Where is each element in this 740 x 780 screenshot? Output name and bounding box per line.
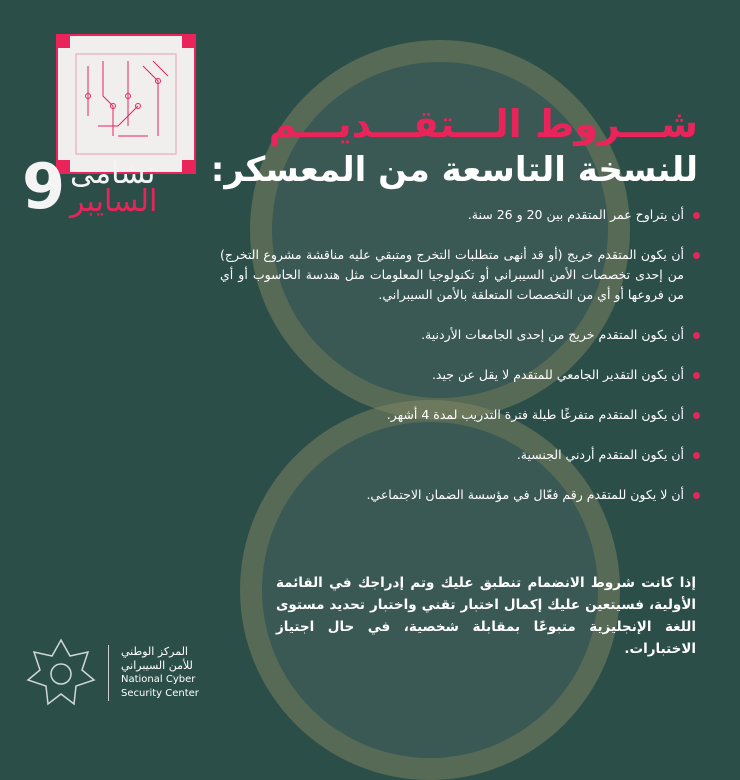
ncsc-name-ar: للأمن السيبراني: [121, 659, 193, 672]
page-title: شـــروط الـــتقـــديـــم: [268, 102, 698, 146]
list-item: أن يتراوح عمر المتقدم بين 20 و 26 سنة.: [220, 205, 700, 225]
ncsc-name-ar: المركز الوطني: [121, 645, 188, 658]
note-paragraph: إذا كانت شروط الانضمام تنطبق عليك وتم إدراجك في القائمة الأولية، فسيتعين عليك إكمال اختبار تقني واختبار تحديد مستوى اللغة الإنجليزية متبوعًا بمقابلة شخصية، في حال اجتياز الاختبارات.: [276, 575, 696, 657]
ncsc-logo: [26, 638, 199, 708]
conditions-list: [220, 205, 700, 525]
ncsc-name-en: Security Center: [121, 688, 199, 699]
list-item: أن لا يكون للمتقدم رقم فعّال في مؤسسة الضمان الاجتماعي.: [220, 485, 700, 505]
divider: [108, 645, 109, 701]
page-subtitle: للنسخة التاسعة من المعسكر:: [210, 150, 698, 190]
list-item: أن يكون المتقدم خريج من إحدى الجامعات الأردنية.: [220, 325, 700, 345]
cyber-nashama-brand: 9 نشامى السايبر: [22, 150, 158, 223]
ncsc-name-en: National Cyber: [121, 674, 196, 685]
list-item: أن يكون المتقدم أردني الجنسية.: [220, 445, 700, 465]
list-item: أن يكون المتقدم خريج (أو قد أنهى متطلبات التخرج ومتبقي عليه مناقشة مشروع التخرج) من إحدى تخصصات الأمن السيبراني أو تكنولوجيا المعلومات مثل هندسة الحاسوب أو أي من فروعها أو أي من التخصصات المتعلقة بالأمن السيبراني.: [220, 245, 700, 305]
list-item: أن يكون التقدير الجامعي للمتقدم لا يقل عن جيد.: [220, 365, 700, 385]
star-emblem-icon: [26, 638, 96, 708]
list-item: أن يكون المتقدم متفرغًا طيلة فترة التدريب لمدة 4 أشهر.: [220, 405, 700, 425]
